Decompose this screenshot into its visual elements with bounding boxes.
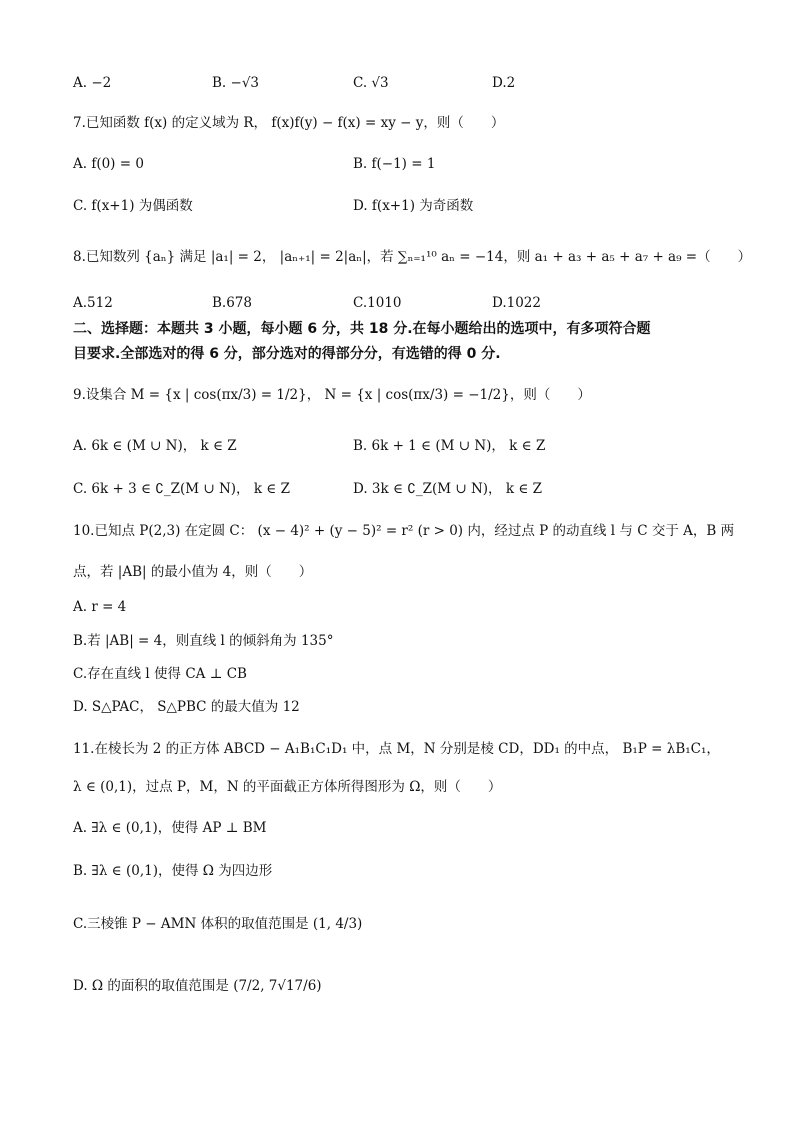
q9-option-c: C. 6k + 3 ∈ ∁_Z(M ∪ N)， k ∈ Z — [73, 481, 290, 497]
q10-option-a: A. r = 4 — [73, 599, 127, 615]
q9-option-a: A. 6k ∈ (M ∪ N)， k ∈ Z — [73, 438, 237, 454]
q6-option-a: A. −2 — [73, 75, 112, 91]
q9-option-d: D. 3k ∈ ∁_Z(M ∪ N)， k ∈ Z — [353, 481, 542, 497]
q8-option-d: D.1022 — [492, 295, 541, 311]
q11-stem-line1: 11.在棱长为 2 的正方体 ABCD − A₁B₁C₁D₁ 中，点 M，N 分别是棱 CD，DD₁ 的中点， B₁P = λB₁C₁， — [73, 741, 720, 757]
q8-option-c: C.1010 — [353, 295, 402, 311]
q6-option-c: C. √3 — [353, 75, 389, 91]
q6-option-d: D.2 — [492, 75, 516, 91]
q9-option-b: B. 6k + 1 ∈ (M ∪ N)， k ∈ Z — [353, 438, 546, 454]
q8-stem: 8.已知数列 {aₙ} 满足 |a₁| = 2， |aₙ₊₁| = 2|aₙ|，若 ∑ₙ₌₁¹⁰ aₙ = −14，则 a₁ + a₃ + a₅ + a₇ + a₉ =（ ） — [73, 249, 752, 265]
section-2-instructions: 目要求.全部选对的得 6 分，部分选对的得部分分，有选错的得 0 分. — [73, 346, 501, 362]
q11-option-d: D. Ω 的面积的取值范围是 (7/2, 7√17/6) — [73, 978, 322, 994]
q10-stem-line1: 10.已知点 P(2,3) 在定圆 C： (x − 4)² + (y − 5)² = r² (r > 0) 内，经过点 P 的动直线 l 与 C 交于 A，B 两 — [73, 523, 735, 539]
q11-option-c: C.三棱锥 P − AMN 体积的取值范围是 (1, 4/3) — [73, 916, 363, 932]
q11-option-a: A. ∃λ ∈ (0,1)，使得 AP ⊥ BM — [73, 820, 267, 836]
q9-stem: 9.设集合 M = {x | cos(πx/3) = 1/2}， N = {x | cos(πx/3) = −1/2}，则（ ） — [73, 387, 591, 403]
q7-option-c: C. f(x+1) 为偶函数 — [73, 198, 193, 214]
section-2-heading: 二、选择题：本题共 3 小题，每小题 6 分，共 18 分.在每小题给出的选项中，有多项符合题 — [73, 321, 651, 337]
q10-stem-line2: 点，若 |AB| 的最小值为 4，则（ ） — [73, 564, 313, 580]
q7-option-a: A. f(0) = 0 — [73, 156, 144, 172]
q7-stem: 7.已知函数 f(x) 的定义域为 R， f(x)f(y) − f(x) = xy − y，则（ ） — [73, 115, 505, 131]
q7-option-b: B. f(−1) = 1 — [353, 156, 436, 172]
q8-option-a: A.512 — [73, 295, 113, 311]
q10-option-c: C.存在直线 l 使得 CA ⊥ CB — [73, 666, 247, 682]
q8-option-b: B.678 — [212, 295, 252, 311]
q11-stem-line2: λ ∈ (0,1)，过点 P，M，N 的平面截正方体所得图形为 Ω，则（ ） — [73, 779, 502, 795]
q10-option-b: B.若 |AB| = 4，则直线 l 的倾斜角为 135° — [73, 633, 334, 649]
q11-option-b: B. ∃λ ∈ (0,1)，使得 Ω 为四边形 — [73, 863, 273, 879]
q7-option-d: D. f(x+1) 为奇函数 — [353, 198, 474, 214]
q6-option-b: B. −√3 — [212, 75, 260, 91]
q10-option-d: D. S△PAC， S△PBC 的最大值为 12 — [73, 699, 300, 715]
